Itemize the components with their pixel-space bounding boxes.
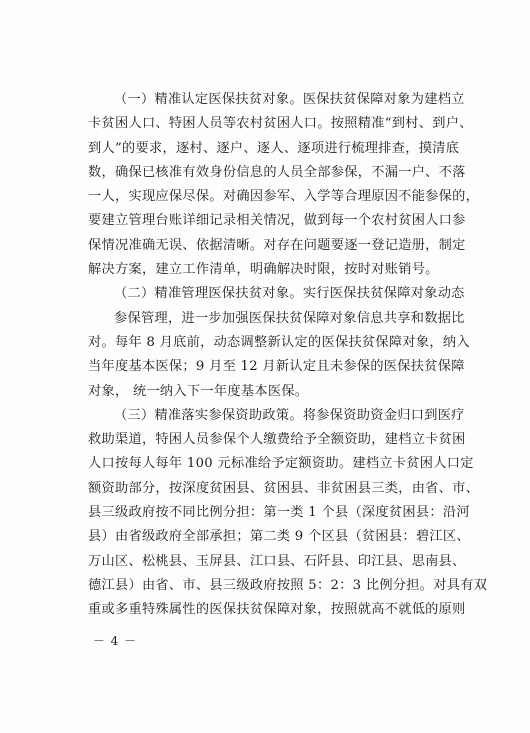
- paragraph-line: 万山区、松桃县、玉屏县、江口县、石阡县、印江县、思南县、: [88, 553, 466, 569]
- paragraph-line: 保情况准确无误、依据清晰。对存在问题要逐一登记造册，制定: [88, 237, 466, 253]
- document-body: [88, 88, 488, 623]
- paragraph-line: 要建立管理台账详细记录相关情况，做到每一个农村贫困人口参: [88, 213, 466, 229]
- paragraph-line: （三）精准落实参保资助政策。将参保资助资金归口到医疗: [114, 407, 465, 423]
- paragraph-line: 到人”的要求，逐村、逐户、逐人、逐项进行梳理排查，摸清底: [88, 140, 460, 156]
- paragraph-line: 人口按每人每年 100 元标准给予定额资助。建档立卡贫困人口定: [88, 456, 474, 472]
- paragraph-3: [88, 404, 488, 623]
- paragraph-line: 参保管理，进一步加强医保扶贫保障对象信息共享和数据比: [114, 310, 465, 326]
- paragraph-line: 解决方案，建立工作清单，明确解决时限，按时对账销号。: [88, 262, 439, 278]
- paragraph-line: 县）由省级政府全部承担；第二类 9 个区县（贫困县：碧江区、: [88, 529, 470, 545]
- paragraph-line: 一人，实现应保尽保。对确因参军、入学等合理原因不能参保的，: [88, 189, 480, 205]
- paragraph-line: 重或多重特殊属性的医保扶贫保障对象，按照就高不就低的原则: [88, 602, 466, 618]
- paragraph-line: 县三级政府按不同比例分担：第一类 1 个县（深度贫困县：沿河: [88, 505, 470, 521]
- paragraph-2: [88, 282, 470, 403]
- paragraph-1: [88, 88, 480, 282]
- paragraph-line: 救助渠道，特困人员参保个人缴费给予全额资助，建档立卡贫困: [88, 432, 466, 448]
- paragraph-line: 对。每年 8 月底前，动态调整新认定的医保扶贫保障对象，纳入: [88, 334, 470, 350]
- paragraph-line: 对象， 统一纳入下一年度基本医保。: [88, 383, 309, 399]
- paragraph-line: （二）精准管理医保扶贫对象。实行医保扶贫保障对象动态: [114, 286, 465, 302]
- paragraph-line: 当年度基本医保；9 月至 12 月新认定且未参保的医保扶贫保障: [88, 359, 465, 375]
- paragraph-line: 卡贫困人口、特困人员等农村贫困人口。按照精准“到村、到户、: [88, 116, 473, 132]
- page-number: － 4 －: [92, 634, 138, 648]
- paragraph-line: 数，确保已核准有效身份信息的人员全部参保，不漏一户、不落: [88, 164, 466, 180]
- paragraph-line: 德江县）由省、市、县三级政府按照 5：2：3 比例分担。对具有双: [88, 577, 488, 593]
- paragraph-line: （一）精准认定医保扶贫对象。医保扶贫保障对象为建档立: [114, 92, 465, 107]
- paragraph-line: 额资助部分，按深度贫困县、贫困县、非贫困县三类，由省、市、: [88, 480, 480, 496]
